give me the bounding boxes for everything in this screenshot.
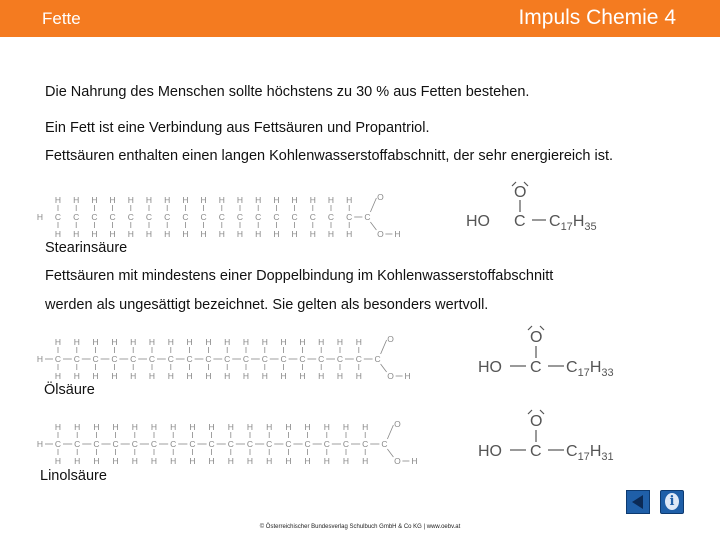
hydrogen-atom: H [218,229,225,239]
hydrogen-atom: H [150,456,158,466]
hydrogen-atom: H [54,456,62,466]
hydrogen-atom: H [167,337,174,347]
oleic-acid-label: Ölsäure [44,382,95,398]
hydrogen-atom: H [189,456,196,466]
hydrogen-atom: H [167,371,174,381]
hydroxyl-oxygen: O [377,229,384,239]
carbon-atom: C [93,439,100,449]
hydrogen-atom: H [145,195,153,205]
hydrogen-atom: H [273,229,280,239]
carbon-atom: C [205,354,212,364]
carbon-atom: C [227,439,234,449]
hydrogen-atom: H [355,371,362,381]
hydrogen-atom: H [92,337,99,347]
formula-carbon: C [530,443,542,460]
hydrogen-atom: H [73,337,80,347]
hydrogen-atom: H [170,456,177,466]
hydrogen-atom: H [261,371,268,381]
hydrogen-atom: H [189,422,196,432]
carbon-atom: C [280,354,287,364]
formula-ho: HO [466,213,490,230]
hydrogen-atom: H [74,422,81,432]
carbon-atom: C [54,354,62,364]
formula-oxygen: O [514,184,527,201]
carbon-atom: C [266,439,273,449]
formula-residue: $C_{17}H_{31}$ [566,443,614,463]
carbon-atom: C [362,439,369,449]
bond [370,222,376,230]
carbon-atom: C [200,212,207,222]
hydrogen-atom: H [266,422,273,432]
bond [370,198,376,212]
hydrogen-atom: H [131,456,138,466]
hydrogen-atom: H [224,337,231,347]
hydrogen-atom: H [74,456,81,466]
hydrogen-atom: H [323,456,330,466]
carbon-atom: C [291,212,298,222]
hydrogen-atom: H [73,195,80,205]
hydrogen-atom: H [54,195,62,205]
carbon-atom: C [224,354,231,364]
hydrogen-atom: H [336,371,344,381]
paragraph-nutrition: Die Nahrung des Menschen sollte höchstens zu 30 % aus Fetten bestehen. [45,84,530,100]
carbon-atom: C [131,439,138,449]
carboxyl-carbon: C [381,439,388,449]
carbon-atom: C [327,212,335,222]
formula-ho: HO [478,443,502,460]
hydrogen-atom: H [54,229,62,239]
carbon-atom: C [130,354,137,364]
hydrogen-atom: H [145,229,153,239]
hydrogen-atom: H [342,422,350,432]
carbon-atom: C [112,439,119,449]
carbon-atom: C [127,212,134,222]
carbon-atom: C [189,439,196,449]
hydrogen-atom: H [164,195,171,205]
hydrogen-atom: H [242,337,250,347]
hydrogen-atom: H [54,422,62,432]
carbon-atom: C [148,354,156,364]
carbon-atom: C [145,212,153,222]
hydrogen-atom: H [346,195,353,205]
hydroxyl-hydrogen: H [411,456,418,466]
formula-oxygen: O [530,329,543,346]
hydrogen-atom: H [205,371,212,381]
carbon-atom: C [186,354,193,364]
carbon-atom: C [336,354,344,364]
carbon-atom: C [170,439,177,449]
hydrogen-atom: H [309,195,316,205]
formula-carbon: C [530,359,542,376]
hydrogen-atom: H [261,337,268,347]
hydrogen-atom: H [73,371,80,381]
hydrogen-atom: H [327,195,335,205]
hydrogen-atom: H [255,229,262,239]
hydrogen-atom: H [54,337,62,347]
section-title: Fette [42,9,81,28]
hydrogen-atom: H [280,371,287,381]
formula-carbon: C [514,213,526,230]
carbon-atom: C [299,354,306,364]
carbon-atom: C [73,212,80,222]
carbon-atom: C [355,354,362,364]
hydrogen-atom: H [291,195,298,205]
hydrogen-atom: H [93,456,100,466]
hydrogen-atom: H [304,456,311,466]
hydrogen-atom: H [205,337,212,347]
hydrogen-atom: H [336,337,344,347]
carbon-atom: C [74,439,81,449]
carbon-atom: C [273,212,280,222]
paragraph-unsaturated: Fettsäuren mit mindestens einer Doppelbindung im Kohlenwasserstoffabschnitt [45,268,554,284]
carbon-atom: C [91,212,98,222]
linoleic-acid-structural-formula [30,415,430,465]
hydrogen-atom: H [208,422,215,432]
bond [387,425,393,439]
hydrogen-atom: H [218,195,225,205]
carbon-atom: C [236,212,244,222]
carbon-atom: C [261,354,268,364]
paragraph-fat-definition: Ein Fett ist eine Verbindung aus Fettsäuren und Propantriol. [45,120,430,136]
hydrogen-atom: H [291,229,298,239]
carbon-atom: C [323,439,330,449]
hydrogen-atom: H [73,229,80,239]
hydrogen-atom: H [186,337,193,347]
carbon-atom: C [309,212,316,222]
copyright-footer: © Österreichischer Bundesverlag Schulbuch GmbH & Co KG | www.oebv.at [259,524,461,530]
hydrogen-atom: H [355,337,362,347]
hydrogen-atom: H [299,371,306,381]
hydrogen-atom: H [236,229,244,239]
hydrogen-atom: H [285,456,292,466]
hydroxyl-oxygen: O [387,371,394,381]
carbon-atom: C [92,354,99,364]
paragraph-unsaturated-value: werden als ungesättigt bezeichnet. Sie gelten als besonders wertvoll. [45,297,489,313]
carbon-atom: C [346,212,353,222]
hydrogen-atom: H [186,371,193,381]
hydrogen-atom: H [362,422,369,432]
hydrogen-atom: H [148,337,156,347]
hydrogen-atom: H [224,371,231,381]
carbon-atom: C [304,439,311,449]
carbon-atom: C [167,354,174,364]
header-bar [0,0,720,37]
hydroxyl-hydrogen: H [394,229,401,239]
hydrogen-atom: H [266,456,273,466]
hydrogen-atom: H [280,337,287,347]
oleic-acid-structural-formula [30,330,420,380]
terminal-hydrogen: H [36,354,44,364]
stearic-acid-structural-formula [30,188,410,238]
hydrogen-atom: H [285,422,292,432]
hydrogen-atom: H [170,422,177,432]
hydrogen-atom: H [112,456,119,466]
bond [381,340,387,354]
carbon-atom: C [164,212,171,222]
carboxyl-carbon: C [364,212,371,222]
stearic-acid-short-formula [462,180,612,240]
hydrogen-atom: H [130,371,137,381]
carbon-atom: C [246,439,254,449]
hydrogen-atom: H [200,229,207,239]
hydrogen-atom: H [130,337,137,347]
hydrogen-atom: H [246,422,254,432]
hydrogen-atom: H [150,422,158,432]
stearic-acid-label: Stearinsäure [45,240,128,256]
hydrogen-atom: H [309,229,316,239]
carbon-atom: C [109,212,116,222]
carbon-atom: C [285,439,292,449]
hydrogen-atom: H [327,229,335,239]
formula-oxygen: O [530,413,543,430]
hydrogen-atom: H [318,371,325,381]
hydrogen-atom: H [148,371,156,381]
carbon-atom: C [255,212,262,222]
hydrogen-atom: H [318,337,325,347]
paragraph-fatty-acids: Fettsäuren enthalten einen langen Kohlenwasserstoffabschnitt, der sehr energiereich ist. [45,148,613,164]
carbon-atom: C [242,354,250,364]
hydrogen-atom: H [93,422,100,432]
terminal-hydrogen: H [36,212,44,222]
hydrogen-atom: H [246,456,254,466]
carbonyl-oxygen: O [394,419,401,429]
hydrogen-atom: H [255,195,262,205]
hydrogen-atom: H [182,229,189,239]
hydrogen-atom: H [109,195,116,205]
hydrogen-atom: H [227,422,234,432]
hydrogen-atom: H [299,337,306,347]
carbon-atom: C [73,354,80,364]
hydrogen-atom: H [273,195,280,205]
carbonyl-oxygen: O [387,334,394,344]
hydrogen-atom: H [54,371,62,381]
hydrogen-atom: H [342,456,350,466]
hydrogen-atom: H [109,229,116,239]
carbon-atom: C [150,439,158,449]
info-icon[interactable]: i [660,490,684,514]
carboxyl-carbon: C [374,354,381,364]
carbonyl-oxygen: O [377,192,384,202]
hydrogen-atom: H [111,371,118,381]
formula-residue: $C_{17}H_{35}$ [549,213,597,233]
carbon-atom: C [182,212,189,222]
formula-residue: $C_{17}H_{33}$ [566,359,614,379]
hydrogen-atom: H [242,371,250,381]
hydrogen-atom: H [236,195,244,205]
hydrogen-atom: H [362,456,369,466]
hydrogen-atom: H [164,229,171,239]
bond [387,449,393,457]
hydrogen-atom: H [182,195,189,205]
bond [381,364,387,372]
carbon-atom: C [342,439,350,449]
carbon-atom: C [218,212,225,222]
linoleic-acid-label: Linolsäure [40,468,107,484]
carbon-atom: C [208,439,215,449]
hydrogen-atom: H [227,456,234,466]
hydrogen-atom: H [127,229,134,239]
hydrogen-atom: H [200,195,207,205]
hydrogen-atom: H [127,195,134,205]
book-title: Impuls Chemie 4 [518,6,676,29]
carbon-atom: C [54,212,62,222]
carbon-atom: C [318,354,325,364]
hydrogen-atom: H [131,422,138,432]
carbon-atom: C [111,354,118,364]
hydrogen-atom: H [323,422,330,432]
formula-ho: HO [478,359,502,376]
hydrogen-atom: H [304,422,311,432]
linoleic-acid-short-formula [474,406,624,466]
hydrogen-atom: H [91,229,98,239]
hydroxyl-oxygen: O [394,456,401,466]
hydrogen-atom: H [92,371,99,381]
oleic-acid-short-formula [474,322,624,382]
hydrogen-atom: H [91,195,98,205]
hydrogen-atom: H [346,229,353,239]
carbon-atom: C [54,439,62,449]
terminal-hydrogen: H [36,439,44,449]
hydrogen-atom: H [208,456,215,466]
hydrogen-atom: H [111,337,118,347]
back-arrow-icon[interactable] [626,490,650,514]
hydrogen-atom: H [112,422,119,432]
hydroxyl-hydrogen: H [404,371,411,381]
